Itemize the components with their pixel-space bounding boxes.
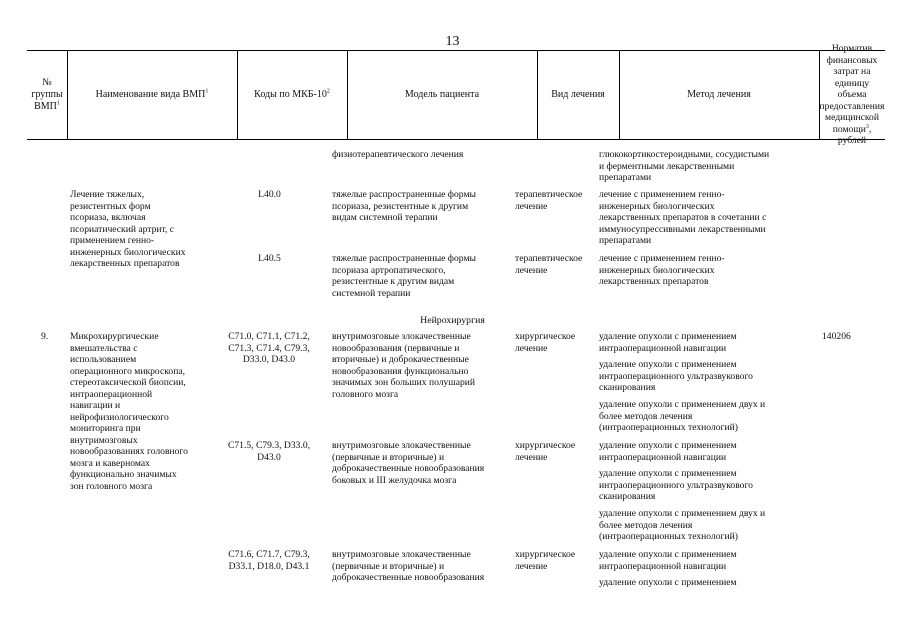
psoriasis-type-1: терапевтическое лечение: [515, 189, 583, 212]
col-header-name: [67, 51, 237, 139]
section-title: Нейрохирургия: [420, 315, 485, 326]
psoriasis-method-1: лечение с применением генно- инженерных биологических лекарственных препаратов в сочетании с иммуносупрессивными лекарственными препаратами: [599, 189, 767, 246]
group9-norm: 140206: [822, 331, 851, 342]
col-header-codes-sup: 2: [326, 88, 330, 95]
col-header-number: [27, 51, 67, 139]
col-header-name-text: Наименование вида ВМП: [95, 89, 206, 100]
group9-codes-1: C71.0, C71.1, C71.2, C71.3, C71.4, C79.3, D33.0, D43.0: [228, 331, 310, 365]
col-header-type: Вид лечения: [551, 89, 605, 100]
col-header-model: Модель пациента: [404, 89, 480, 100]
psoriasis-model-1: тяжелые распространенные формы псориаза, резистентные к другим видам системной терапии: [332, 189, 476, 223]
psoriasis-method-2: лечение с применением генно- инженерных биологических лекарственных препаратов: [599, 253, 725, 287]
col-header-name-sup: 1: [205, 88, 209, 95]
group9-method-2a: удаление опухоли с применением интраоперационной навигации: [599, 440, 737, 463]
group9-method-3b: удаление опухоли с применением: [599, 577, 737, 588]
table-header: [27, 43, 885, 147]
psoriasis-code-2: L40.5: [258, 253, 281, 264]
psoriasis-name: Лечение тяжелых, резистентных форм псориаза, включая псориатический артрит, с применением генно- инженерных биологических лекарственных препаратов: [70, 189, 186, 269]
col-header-codes: [237, 51, 347, 139]
group9-codes-3: C71.6, C71.7, C79.3, D33.1, D18.0, D43.1: [228, 549, 310, 572]
col-header-norm-text: Норматив финансовых затрат на единицу объема предоставления медицинской помощи: [819, 43, 885, 135]
group9-model-1: внутримозговые злокачественные новообразования (первичные и вторичные) и доброкачественные новообразования функционально значимых зон больших полушарий головного мозга: [332, 331, 476, 400]
col-header-number-sup: 1: [56, 100, 60, 107]
group9-method-2c: удаление опухоли с применением двух и более методов лечения (интраоперационных технологий): [599, 508, 766, 542]
psoriasis-model-2: тяжелые распространенные формы псориаза артропатического, резистентные к другим видам системной терапии: [332, 253, 476, 299]
group9-number: 9.: [41, 331, 49, 342]
group9-type-1: хирургическое лечение: [515, 331, 576, 354]
continuation-method: глюкокортикостероидными, сосудистыми и ферментными лекарственными препаратами: [599, 149, 770, 183]
group9-method-2b: удаление опухоли с применением интраоперационного ультразвукового сканирования: [599, 468, 753, 502]
col-header-codes-text: Коды по МКБ-10: [254, 89, 327, 100]
group9-model-2: внутримозговые злокачественные (первичные и вторичные) и доброкачественные новообразования боковых и III желудочка мозга: [332, 440, 485, 486]
group9-codes-2: C71.5, C79.3, D33.0, D43.0: [227, 440, 311, 463]
psoriasis-code-1: L40.0: [258, 189, 281, 200]
group9-method-1c: удаление опухоли с применением двух и более методов лечения (интраоперационных технологий): [599, 399, 766, 433]
psoriasis-type-2: терапевтическое лечение: [515, 253, 583, 276]
group9-type-3: хирургическое лечение: [515, 549, 576, 572]
group9-method-1b: удаление опухоли с применением интраоперационного ультразвукового сканирования: [599, 359, 753, 393]
col-header-norm-tail: , рублей: [837, 123, 872, 147]
col-header-norm-sup: 3: [865, 123, 869, 130]
continuation-model: физиотерапевтического лечения: [332, 149, 464, 160]
group9-type-2: хирургическое лечение: [515, 440, 576, 463]
group9-model-3: внутримозговые злокачественные (первичные и вторичные) и доброкачественные новообразования: [332, 549, 485, 583]
col-header-number-text: № группы ВМП: [31, 77, 63, 112]
page-number: 13: [445, 34, 460, 49]
group9-method-3a: удаление опухоли с применением интраоперационной навигации: [599, 549, 737, 572]
group9-method-1a: удаление опухоли с применением интраоперационной навигации: [599, 331, 737, 354]
col-header-method: Метод лечения: [687, 89, 751, 100]
col-header-norm: [819, 43, 885, 147]
group9-name: Микрохирургические вмешательства с использованием операционного микроскопа, стереотаксической биопсии, интраоперационной навигации и нейрофизиологического мониторинга при внутримозговых новообразованиях головного мозга и каверномах функционально значимых зон головного мозга: [70, 331, 188, 492]
